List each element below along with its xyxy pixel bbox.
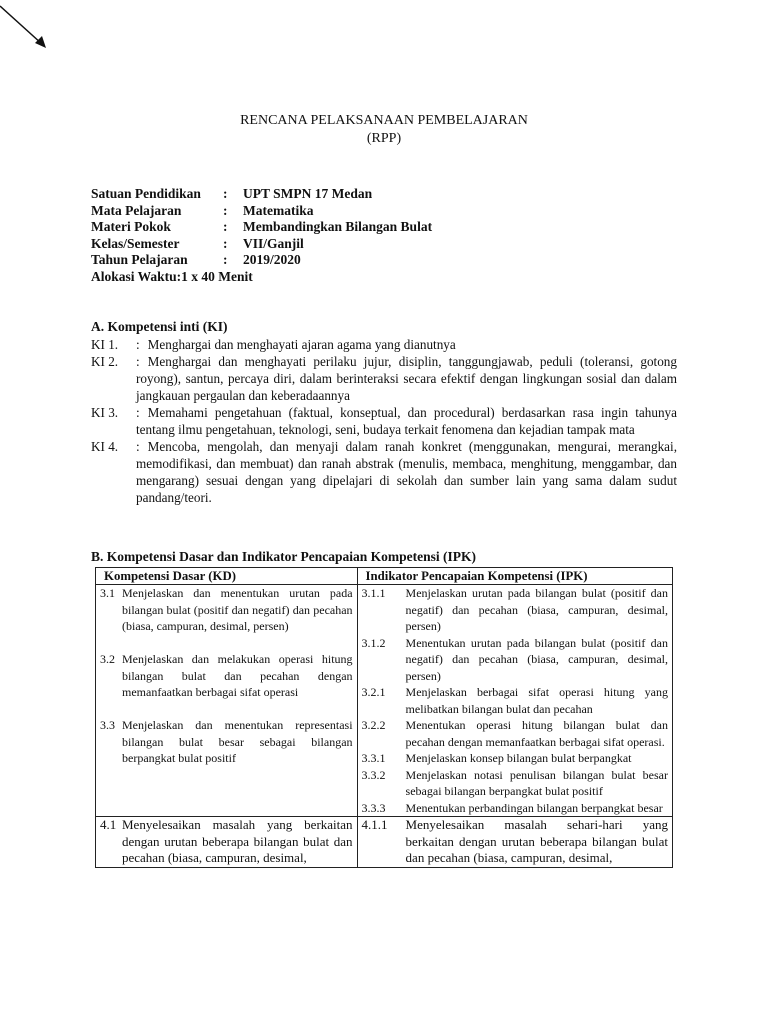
kd-text: Menjelaskan dan melakukan operasi hitung bilangan bulat dan pecahan dengan memanfaatkan berbagai sifat operasi — [122, 652, 353, 699]
ipk-number: 3.2.1 — [361, 685, 386, 699]
ipk-text: Menjelaskan urutan pada bilangan bulat (positif dan negatif) dan pecahan (biasa, campuran, desimal, persen) — [405, 586, 668, 633]
section-b-heading: B. Kompetensi Dasar dan Indikator Pencapaian Kompetensi (IPK) — [91, 549, 477, 564]
table-row — [96, 585, 673, 817]
ipk-cell — [357, 817, 672, 868]
kd-number: 3.1 — [100, 586, 115, 600]
identity-block — [91, 186, 432, 286]
identity-row — [91, 252, 432, 269]
identity-row — [91, 219, 432, 236]
document-subtitle: (RPP) — [366, 131, 402, 146]
ipk-cell — [357, 585, 672, 817]
ki-item — [91, 438, 677, 506]
table-row — [96, 817, 673, 868]
kd-item — [100, 717, 353, 767]
identity-value: Membandingkan Bilangan Bulat — [243, 219, 433, 235]
ipk-item — [362, 750, 668, 767]
table-header-row — [96, 568, 673, 585]
identity-row — [91, 203, 432, 220]
identity-value: 2019/2020 — [243, 252, 301, 268]
column-header-ipk: Indikator Pencapaian Kompetensi (IPK) — [357, 568, 672, 585]
ipk-item — [362, 684, 668, 717]
ki-label: KI 1. — [91, 337, 119, 352]
section-a-heading: A. Kompetensi inti (KI) — [91, 319, 228, 334]
kd-item — [100, 585, 353, 635]
ipk-item — [362, 767, 668, 800]
ipk-number: 3.2.2 — [361, 718, 386, 732]
ipk-text: Menjelaskan konsep bilangan bulat berpangkat — [405, 751, 632, 765]
kd-number: 3.3 — [100, 718, 115, 732]
document-title: RENCANA PELAKSANAAN PEMBELAJARAN — [240, 113, 528, 128]
identity-value: Matematika — [243, 202, 314, 218]
identity-value: UPT SMPN 17 Medan — [243, 186, 373, 201]
ki-text: Menghargai dan menghayati perilaku jujur, disiplin, tanggungjawab, peduli (toleransi, gotong royong), santun, percaya diri, dalam berinteraksi secara efektif dengan lingkungan sosial dan dalam jangkauan pergaulan dan keberadaannya — [136, 354, 677, 403]
ipk-number: 4.1.1 — [361, 817, 388, 832]
ipk-item — [362, 717, 668, 750]
identity-label: Kelas/Semester — [91, 235, 180, 251]
column-header-kd: Kompetensi Dasar (KD) — [96, 568, 358, 585]
identity-colon: : — [223, 219, 228, 235]
identity-colon: : — [223, 252, 228, 268]
ipk-number: 3.1.1 — [361, 586, 386, 600]
kd-cell — [96, 817, 358, 868]
ki-list — [91, 336, 677, 506]
identity-colon: : — [223, 202, 228, 218]
identity-colon: : — [223, 235, 228, 251]
kd-text: Menyelesaikan masalah yang berkaitan dengan urutan beberapa bilangan bulat dan pecahan (biasa, campuran, desimal, — [122, 817, 353, 865]
ki-text: Mencoba, mengolah, dan menyaji dalam ranah konkret (menggunakan, mengurai, merangkai, memodifikasi, dan membuat) dan ranah abstrak (menulis, membaca, menghitung, menggambar, dan mengarang) sesuai dengan yang dipelajari di sekolah dan sumber lain yang sama dalam sudut pandang/teori. — [136, 439, 677, 505]
ki-item — [91, 404, 677, 438]
kd-number: 3.2 — [100, 652, 115, 666]
ipk-number: 3.3.1 — [361, 751, 386, 765]
identity-label: Satuan Pendidikan — [91, 186, 201, 201]
identity-row — [91, 236, 432, 253]
identity-label: Tahun Pelajaran — [91, 252, 188, 268]
kd-cell — [96, 585, 358, 817]
ipk-text: Menentukan operasi hitung bilangan bulat dan pecahan dengan memanfaatkan berbagai sifat operasi. — [405, 718, 668, 749]
ipk-text: Menjelaskan berbagai sifat operasi hitung yang melibatkan bilangan bulat dan pecahan — [405, 685, 668, 716]
kd-number: 4.1 — [100, 817, 117, 832]
ipk-text: Menjelaskan notasi penulisan bilangan bulat besar sebagai bilangan berpangkat bulat positif — [405, 767, 668, 798]
ki-separator: : — [136, 405, 140, 420]
corner-arrow-icon — [0, 0, 60, 60]
ipk-item — [362, 817, 668, 867]
ipk-text: Menyelesaikan masalah sehari-hari yang berkaitan dengan urutan beberapa bilangan bulat dan pecahan (biasa, campuran, desimal, — [405, 817, 668, 865]
kd-item — [100, 651, 353, 701]
ki-item — [91, 336, 677, 353]
kd-text: Menjelaskan dan menentukan urutan pada bilangan bulat (positif dan negatif) dan pecahan (biasa, campuran, desimal, persen) — [122, 586, 353, 633]
ki-label: KI 2. — [91, 354, 119, 369]
ipk-text: Menentukan perbandingan bilangan berpangkat besar — [405, 800, 663, 815]
ipk-item — [362, 635, 668, 685]
identity-label: Mata Pelajaran — [91, 202, 182, 218]
ipk-item — [362, 585, 668, 635]
ki-label: KI 3. — [91, 405, 119, 420]
alokasi-waktu: Alokasi Waktu:1 x 40 Menit — [91, 268, 253, 284]
kd-ipk-table — [95, 567, 673, 868]
ki-text: Memahami pengetahuan (faktual, konseptual, dan procedural) berdasarkan rasa ingin tahunya tentang ilmu pengetahuan, teknologi, seni, budaya terkait fenomena dan kejadian tampak mata — [136, 405, 677, 437]
identity-row — [91, 186, 432, 203]
ipk-number: 3.3.2 — [361, 767, 386, 782]
ipk-item — [362, 800, 668, 817]
identity-value: VII/Ganjil — [243, 235, 304, 251]
ki-separator: : — [136, 439, 140, 454]
ki-separator: : — [136, 354, 140, 369]
ipk-text: Menentukan urutan pada bilangan bulat (positif dan negatif) dan pecahan (biasa, campuran, desimal, persen) — [405, 635, 668, 683]
ki-separator: : — [136, 337, 140, 352]
identity-label: Materi Pokok — [91, 219, 171, 235]
ki-text: Menghargai dan menghayati ajaran agama yang dianutnya — [147, 337, 456, 352]
ki-item — [91, 353, 677, 404]
ipk-number: 3.3.3 — [361, 800, 386, 815]
identity-colon: : — [223, 186, 228, 201]
kd-item — [100, 817, 353, 867]
ipk-number: 3.1.2 — [361, 635, 386, 650]
kd-text: Menjelaskan dan menentukan representasi bilangan bulat besar sebagai bilangan berpangkat bulat positif — [122, 718, 353, 765]
ki-label: KI 4. — [91, 439, 119, 454]
